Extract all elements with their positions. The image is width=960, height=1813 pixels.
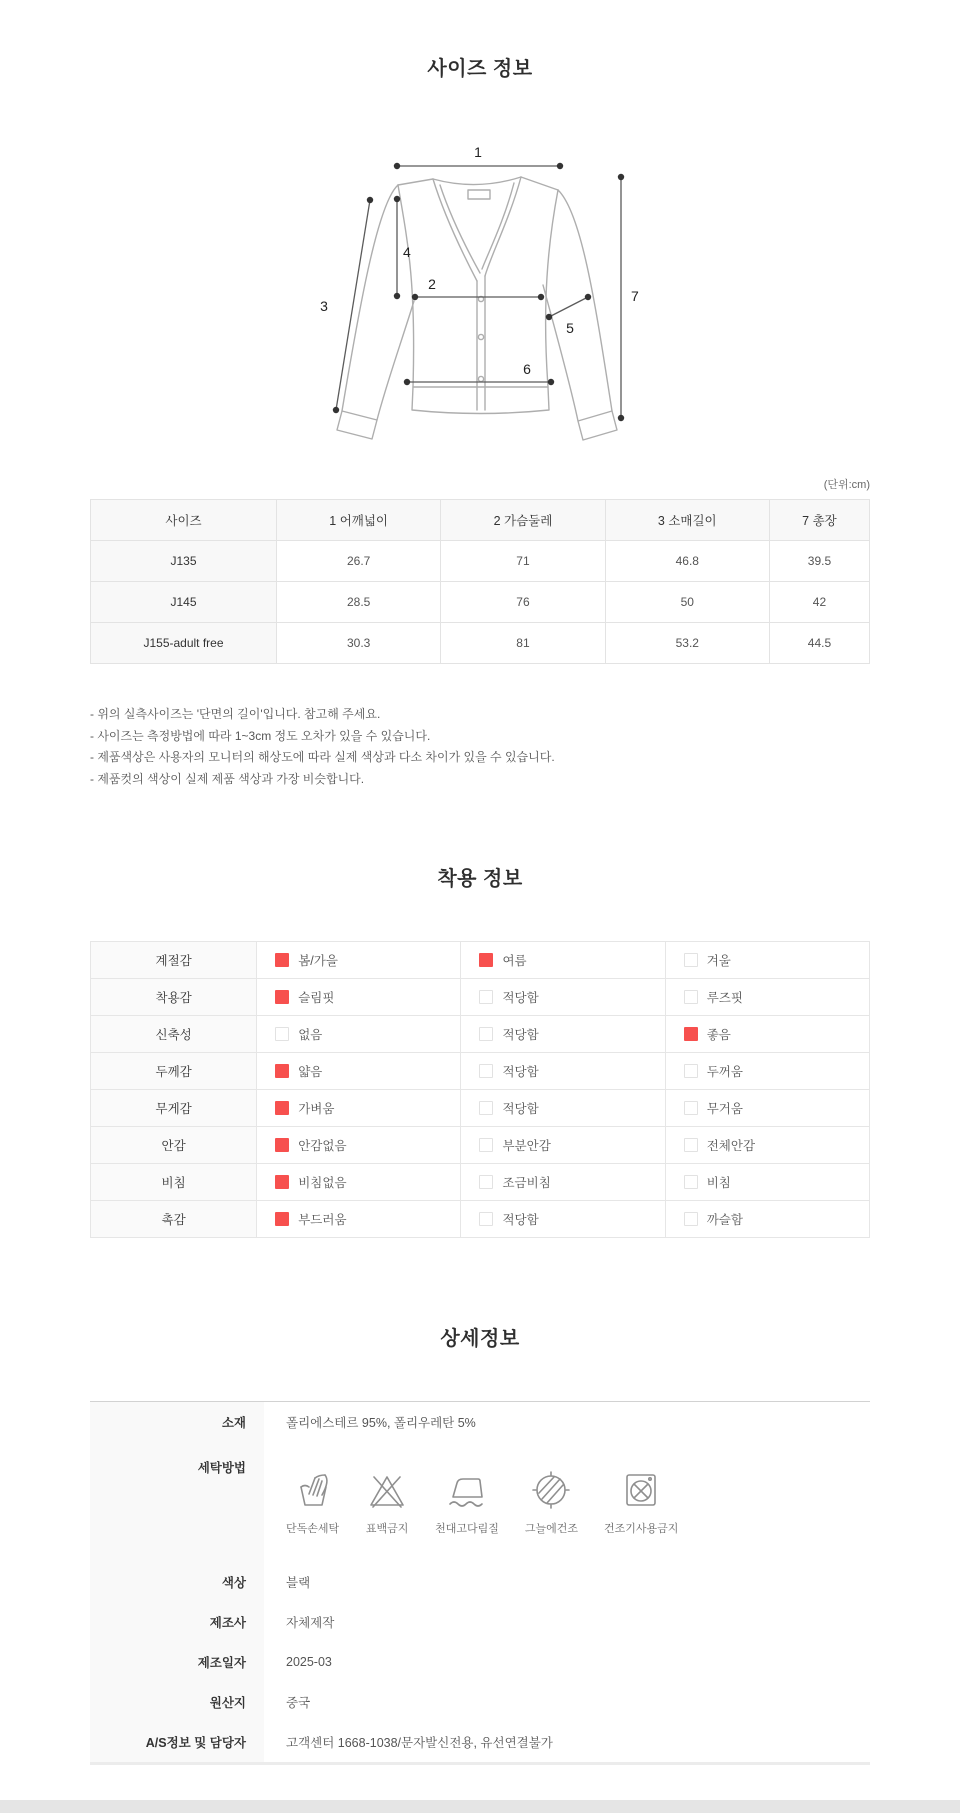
fit-row-label: 계절감 <box>91 942 257 979</box>
measure-label-5: 5 <box>566 320 574 336</box>
fit-option-label: 여름 <box>502 954 527 969</box>
fit-option <box>665 1127 869 1164</box>
shoulder-cell: 28.5 <box>277 582 441 623</box>
checkbox-icon <box>275 1064 289 1078</box>
fit-row-label: 무게감 <box>91 1090 257 1127</box>
wash-item-hand-wash <box>286 1468 339 1536</box>
wash-item-shade-dry <box>525 1468 578 1536</box>
fit-section-title: 착용 정보 <box>437 868 523 891</box>
detail-info-table <box>90 1401 870 1765</box>
fit-option <box>257 979 461 1016</box>
checkbox-icon <box>479 990 493 1004</box>
product-detail-page <box>90 0 870 1813</box>
fit-option-label: 전체안감 <box>706 1139 756 1154</box>
washing-method-cell <box>264 1442 870 1562</box>
fit-row-label: 비침 <box>91 1164 257 1201</box>
size-notes <box>90 704 870 790</box>
fit-option <box>665 942 869 979</box>
fit-row-label: 착용감 <box>91 979 257 1016</box>
fit-row-weight <box>91 1090 870 1127</box>
no-bleach-icon <box>365 1468 409 1512</box>
fit-option-label: 조금비침 <box>502 1176 551 1191</box>
fit-option <box>257 1201 461 1238</box>
checkbox-icon <box>684 1212 698 1226</box>
fit-option-label: 봄/가을 <box>298 954 338 969</box>
checkbox-icon <box>684 990 698 1004</box>
measure-label-2: 2 <box>428 276 436 292</box>
fit-option <box>461 1090 665 1127</box>
detail-section-title: 상세정보 <box>440 1328 520 1351</box>
fit-option <box>257 1127 461 1164</box>
detail-row-label: 색상 <box>90 1562 264 1602</box>
fit-option-label: 비침 <box>706 1176 731 1191</box>
as-info-value: 고객센터 1668-1038/문자발신전용, 유선연결불가 <box>286 1736 553 1751</box>
checkbox-icon <box>275 1138 289 1152</box>
fit-option-label: 적당함 <box>502 1028 539 1043</box>
size-name-cell: J145 <box>91 582 277 623</box>
checkbox-icon <box>275 953 289 967</box>
size-note: - 제품색상은 사용자의 모니터의 해상도에 따라 실제 색상과 다소 차이가 있을 수 있습니다. <box>90 750 555 765</box>
fit-option-label: 겨울 <box>706 954 731 969</box>
fit-option <box>665 1053 869 1090</box>
unit-note: (단위:cm) <box>823 479 870 491</box>
size-table <box>90 499 870 664</box>
fit-option <box>461 979 665 1016</box>
fit-row-label: 안감 <box>91 1127 257 1164</box>
fit-option <box>257 942 461 979</box>
detail-row-label: A/S정보 및 담당자 <box>90 1722 264 1764</box>
sleeve-cell: 50 <box>605 582 769 623</box>
length-cell: 44.5 <box>769 623 869 664</box>
size-col-header: 사이즈 <box>91 500 277 541</box>
fit-option-label: 적당함 <box>502 991 539 1006</box>
checkbox-icon <box>479 953 493 967</box>
checkbox-icon <box>684 1101 698 1115</box>
fit-row-season <box>91 942 870 979</box>
checkbox-icon <box>479 1212 493 1226</box>
fit-option-label: 가벼움 <box>298 1102 335 1117</box>
chest-cell: 76 <box>441 582 605 623</box>
size-section-title: 사이즈 정보 <box>427 58 533 80</box>
fit-option <box>257 1016 461 1053</box>
checkbox-icon <box>684 1027 698 1041</box>
checkbox-icon <box>479 1175 493 1189</box>
detail-row-color <box>90 1562 870 1602</box>
fit-row-label: 신축성 <box>91 1016 257 1053</box>
chest-cell: 81 <box>441 623 605 664</box>
fit-row-fit <box>91 979 870 1016</box>
shoulder-cell: 26.7 <box>277 541 441 582</box>
size-diagram <box>90 133 870 450</box>
fit-row-label: 촉감 <box>91 1201 257 1238</box>
wash-item-iron <box>435 1468 499 1536</box>
size-note: - 제품컷의 색상이 실제 제품 색상과 가장 비슷합니다. <box>90 771 365 786</box>
fit-option-label: 슬림핏 <box>298 991 335 1006</box>
wash-item-label: 천대고다림질 <box>435 1523 499 1536</box>
cardigan-outline-drawing <box>337 177 617 440</box>
fit-row-label: 두께감 <box>91 1053 257 1090</box>
size-table-row <box>91 582 870 623</box>
measure-label-1: 1 <box>474 144 482 160</box>
fit-option-label: 까슬함 <box>706 1213 743 1228</box>
detail-row-origin <box>90 1682 870 1722</box>
detail-row-label: 제조일자 <box>90 1642 264 1682</box>
checkbox-icon <box>684 953 698 967</box>
fit-row-stretch <box>91 1016 870 1053</box>
sleeve-col-header: 3 소매길이 <box>605 500 769 541</box>
fit-option-label: 부드러움 <box>298 1213 347 1228</box>
fit-option <box>461 942 665 979</box>
fit-option-label: 얇음 <box>298 1065 323 1080</box>
fit-option-label: 적당함 <box>502 1102 539 1117</box>
checkbox-icon <box>684 1138 698 1152</box>
checkbox-icon <box>275 1101 289 1115</box>
chest-cell: 71 <box>441 541 605 582</box>
wash-item-no-bleach <box>365 1468 409 1536</box>
shoulder-cell: 30.3 <box>277 623 441 664</box>
fit-option <box>461 1016 665 1053</box>
detail-row-label: 세탁방법 <box>90 1442 264 1562</box>
wash-item-label: 단독손세탁 <box>286 1523 340 1536</box>
fit-row-thickness <box>91 1053 870 1090</box>
fit-option <box>257 1053 461 1090</box>
fit-option-label: 안감없음 <box>298 1139 347 1154</box>
fit-option <box>665 979 869 1016</box>
fit-option-label: 적당함 <box>502 1213 539 1228</box>
fit-option-label: 부분안감 <box>502 1139 551 1154</box>
length-cell: 39.5 <box>769 541 869 582</box>
checkbox-icon <box>479 1064 493 1078</box>
length-cell: 42 <box>769 582 869 623</box>
checkbox-icon <box>275 1027 289 1041</box>
checkbox-icon <box>684 1175 698 1189</box>
size-note: - 위의 실측사이즈는 '단면의 길이'입니다. 참고해 주세요. <box>90 707 381 721</box>
sleeve-cell: 53.2 <box>605 623 769 664</box>
checkbox-icon <box>275 990 289 1004</box>
fit-row-lining <box>91 1127 870 1164</box>
measure-label-3: 3 <box>320 298 328 314</box>
fit-option <box>461 1053 665 1090</box>
wash-item-label: 건조기사용금지 <box>604 1523 679 1536</box>
size-table-row <box>91 541 870 582</box>
detail-row-label: 제조사 <box>90 1602 264 1642</box>
detail-row-material <box>90 1402 870 1443</box>
fit-option-label: 두꺼움 <box>706 1065 743 1080</box>
shoulder-col-header: 1 어깨넓이 <box>277 500 441 541</box>
sleeve-cell: 46.8 <box>605 541 769 582</box>
material-value: 폴리에스테르 95%, 폴리우레탄 5% <box>286 1416 476 1431</box>
no-tumble-dry-icon <box>619 1468 663 1512</box>
bottom-divider <box>0 1800 960 1813</box>
fit-option <box>257 1164 461 1201</box>
fit-option <box>665 1090 869 1127</box>
fit-info-table <box>90 941 870 1238</box>
size-name-cell: J135 <box>91 541 277 582</box>
fit-option-label: 무거움 <box>706 1102 743 1117</box>
iron-with-cloth-icon <box>445 1468 489 1512</box>
checkbox-icon <box>275 1175 289 1189</box>
measure-label-4: 4 <box>403 244 411 260</box>
fit-option <box>461 1127 665 1164</box>
wash-item-label: 표백금지 <box>365 1523 409 1536</box>
length-col-header: 7 총장 <box>769 500 869 541</box>
fit-row-texture <box>91 1201 870 1238</box>
checkbox-icon <box>684 1064 698 1078</box>
detail-row-label: 원산지 <box>90 1682 264 1722</box>
chest-col-header: 2 가슴둘레 <box>441 500 605 541</box>
fit-option <box>665 1201 869 1238</box>
shade-dry-icon <box>529 1468 573 1512</box>
fit-option-label: 적당함 <box>502 1065 539 1080</box>
checkbox-icon <box>275 1212 289 1226</box>
size-name-cell: J155-adult free <box>91 623 277 664</box>
color-value: 블랙 <box>286 1576 311 1591</box>
wash-item-label: 그늘에건조 <box>524 1523 579 1536</box>
fit-option <box>461 1201 665 1238</box>
manufacturer-value: 자체제작 <box>286 1616 335 1631</box>
checkbox-icon <box>479 1138 493 1152</box>
fit-option <box>461 1164 665 1201</box>
fit-option <box>665 1164 869 1201</box>
size-table-row <box>91 623 870 664</box>
checkbox-icon <box>479 1101 493 1115</box>
detail-row-manufacture-date <box>90 1642 870 1682</box>
hand-wash-icon <box>291 1468 335 1512</box>
detail-row-label: 소재 <box>90 1402 264 1443</box>
fit-option-label: 비침없음 <box>298 1176 347 1191</box>
cardigan-measurement-diagram <box>280 133 680 445</box>
fit-option-label: 좋음 <box>706 1028 731 1043</box>
size-table-header-row <box>91 500 870 541</box>
manufacture-date-value: 2025-03 <box>286 1655 332 1670</box>
fit-option-label: 없음 <box>298 1028 323 1043</box>
detail-row-manufacturer <box>90 1602 870 1642</box>
wash-icons <box>286 1468 869 1536</box>
fit-row-sheerness <box>91 1164 870 1201</box>
measure-label-6: 6 <box>523 361 531 377</box>
wash-item-no-tumble-dry <box>604 1468 678 1536</box>
origin-value: 중국 <box>286 1696 311 1711</box>
detail-row-as-info <box>90 1722 870 1764</box>
measure-label-7: 7 <box>631 288 639 304</box>
fit-option <box>257 1090 461 1127</box>
fit-option-label: 루즈핏 <box>706 991 743 1006</box>
size-note: - 사이즈는 측정방법에 따라 1~3cm 정도 오차가 있을 수 있습니다. <box>90 728 431 743</box>
fit-option <box>665 1016 869 1053</box>
checkbox-icon <box>479 1027 493 1041</box>
detail-row-washing <box>90 1442 870 1562</box>
